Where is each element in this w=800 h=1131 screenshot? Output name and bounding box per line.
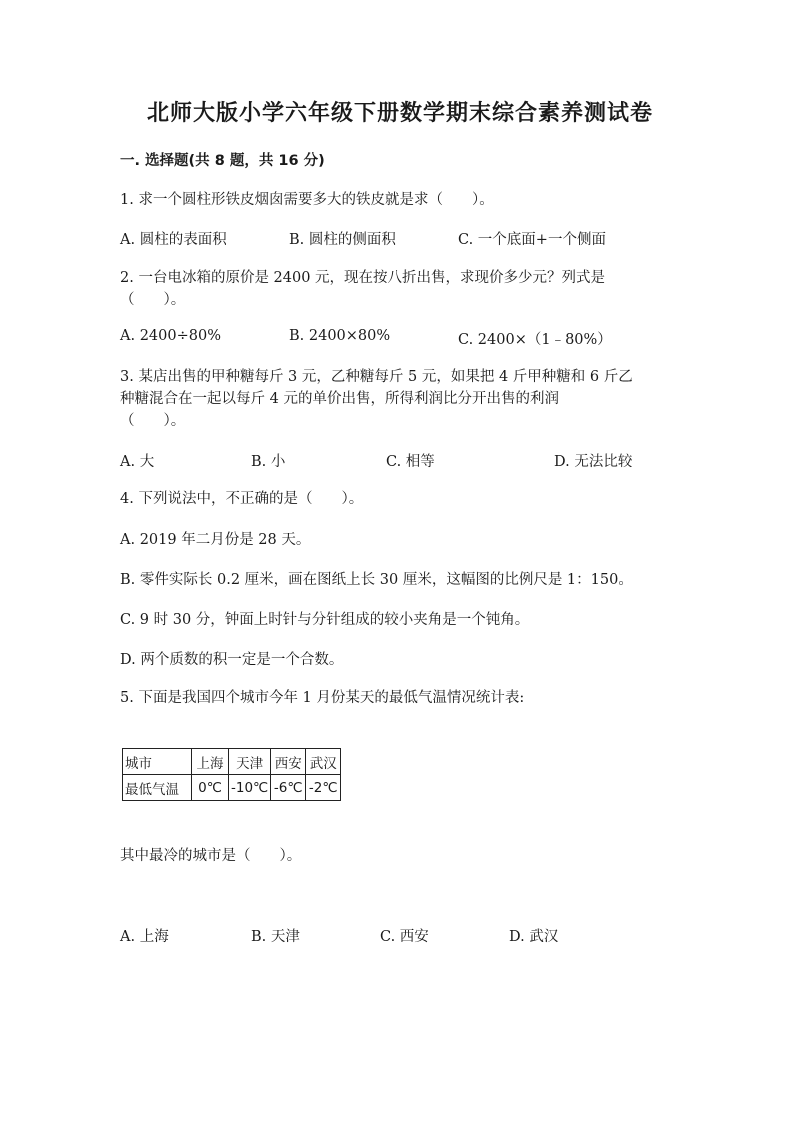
q1-option-a: A. 圆柱的表面积 <box>120 232 227 248</box>
q5-option-c: C. 西安 <box>380 929 429 945</box>
table-cell: 西安 <box>271 749 306 775</box>
question-4: 4. 下列说法中，不正确的是（ ）。 <box>120 491 364 507</box>
q3-option-b: B. 小 <box>251 454 286 470</box>
table-cell: 天津 <box>229 749 271 775</box>
q3-option-c: C. 相等 <box>386 454 435 470</box>
q5-option-d: D. 武汉 <box>509 929 559 945</box>
question-5: 5. 下面是我国四个城市今年 1 月份某天的最低气温情况统计表: <box>120 690 525 706</box>
table-header-row <box>123 749 341 775</box>
table-cell: 最低气温 <box>123 775 192 801</box>
question-5-prompt: 其中最冷的城市是（ ）。 <box>120 848 302 864</box>
q3-option-a: A. 大 <box>120 454 155 470</box>
section-heading: 一. 选择题(共 8 题，共 16 分) <box>120 153 325 169</box>
question-2-line-1: 2. 一台电冰箱的原价是 2400 元，现在按八折出售，求现价多少元？列式是 <box>120 270 606 286</box>
question-3-line-3: （ ）。 <box>120 413 186 429</box>
table-cell: 武汉 <box>306 749 341 775</box>
q3-option-d: D. 无法比较 <box>554 454 633 470</box>
table-cell: -10℃ <box>229 775 271 801</box>
q1-option-b: B. 圆柱的侧面积 <box>289 232 396 248</box>
question-3-line-2: 种糖混合在一起以每斤 4 元的单价出售，所得利润比分开出售的利润 <box>120 391 559 407</box>
q2-option-b: B. 2400×80% <box>289 328 391 344</box>
question-2-line-2: （ ）。 <box>120 292 186 308</box>
q2-option-c: C. 2400×（1﹣80%） <box>458 332 612 348</box>
table-cell: 城市 <box>123 749 192 775</box>
q4-option-c: C. 9 时 30 分，钟面上时针与分针组成的较小夹角是一个钝角。 <box>120 612 530 628</box>
q4-option-b: B. 零件实际长 0.2 厘米，画在图纸上长 30 厘米，这幅图的比例尺是 1：150。 <box>120 572 633 588</box>
q5-option-b: B. 天津 <box>251 929 300 945</box>
q4-option-a: A. 2019 年二月份是 28 天。 <box>120 532 311 548</box>
table-cell: -2℃ <box>306 775 341 801</box>
table-cell: -6℃ <box>271 775 306 801</box>
q4-option-d: D. 两个质数的积一定是一个合数。 <box>120 652 344 668</box>
table-row <box>123 775 341 801</box>
table-cell: 0℃ <box>192 775 229 801</box>
table-cell: 上海 <box>192 749 229 775</box>
q2-option-a: A. 2400÷80% <box>120 328 221 344</box>
question-3-line-1: 3. 某店出售的甲种糖每斤 3 元，乙种糖每斤 5 元，如果把 4 斤甲种糖和 6 斤乙 <box>120 369 633 385</box>
q1-option-c: C. 一个底面+一个侧面 <box>458 232 606 248</box>
question-1: 1. 求一个圆柱形铁皮烟囱需要多大的铁皮就是求（ ）。 <box>120 192 494 208</box>
temperature-table <box>122 748 341 801</box>
q5-option-a: A. 上海 <box>120 929 169 945</box>
page-title: 北师大版小学六年级下册数学期末综合素养测试卷 <box>146 101 653 126</box>
